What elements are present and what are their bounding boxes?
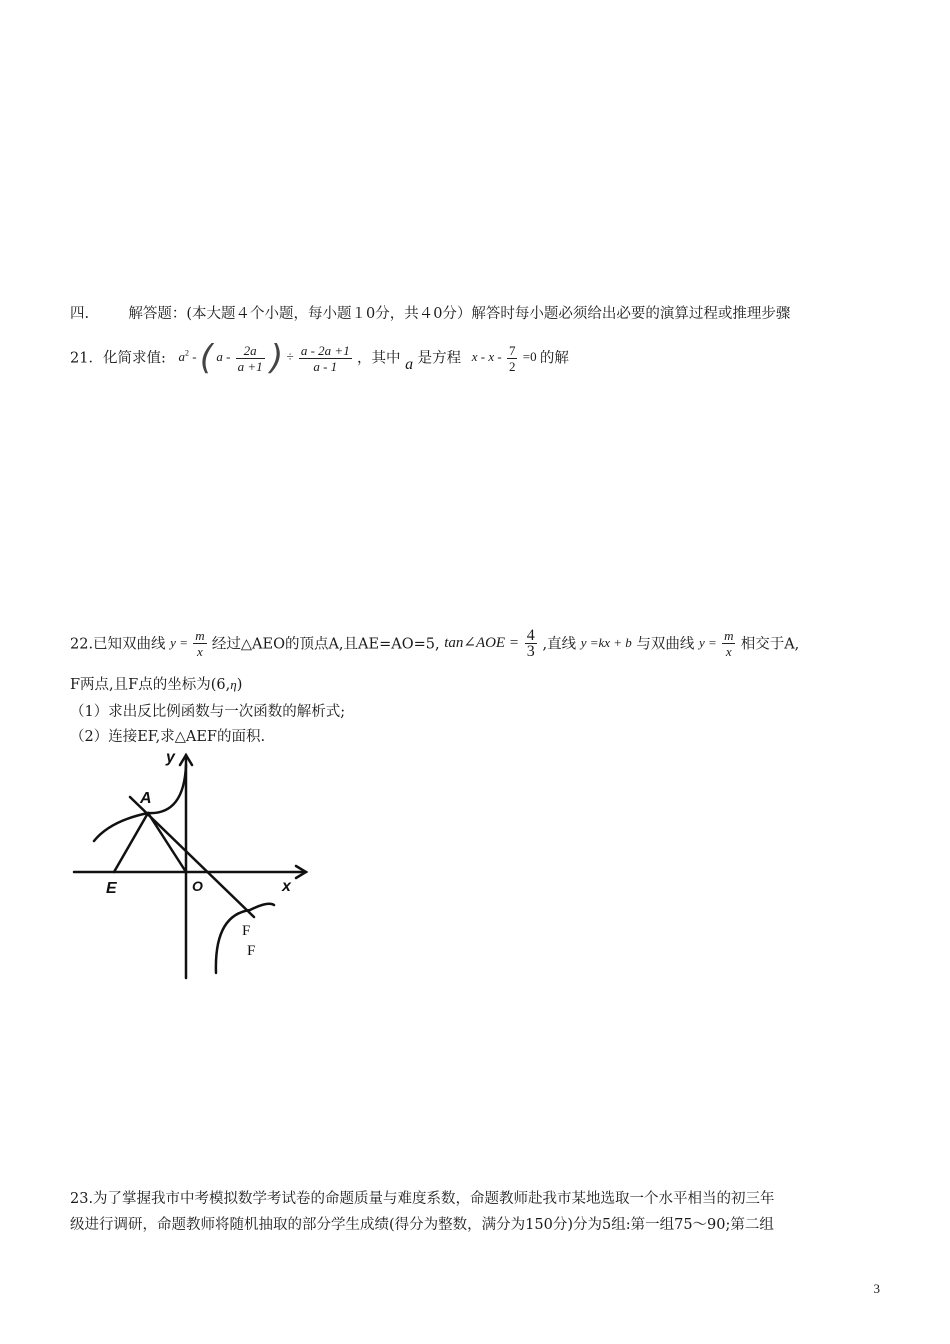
page-number: 3 [873, 1281, 880, 1296]
fraction-4-over-3: $\frac{4}{3}$ [526, 627, 535, 660]
expr-minus: - [192, 348, 197, 364]
question-21 [70, 338, 569, 378]
q21-label: 21．化简求值: [70, 350, 166, 367]
question-22-line1 [70, 628, 799, 659]
label-A: A [140, 790, 152, 807]
hyperbola-eq: y = $\frac{m}{x}$ [170, 628, 205, 660]
label-F-2: F [247, 943, 256, 959]
label-E: E [106, 880, 117, 897]
fraction-m-over-x-2: $\frac{m}{x}$ [724, 628, 734, 660]
section-heading [70, 302, 790, 323]
line-eq: y =kx + b [580, 634, 632, 650]
tan-eq: tan∠AOE = $\frac{4}{3}$ [444, 627, 535, 660]
label-F-1: F [242, 923, 251, 939]
q22-line2-text: F两点,且F点的坐标为(6, [70, 677, 231, 693]
q22-text-1: 22.已知双曲线 [70, 636, 166, 653]
q22-line2-end: ) [236, 677, 243, 693]
label-y: y [166, 749, 175, 766]
fraction-7-over-2: $\frac{7}{2}$ [508, 342, 516, 374]
fraction-quadratic: $\frac{a - 2a +1}{a - 1}$ [300, 342, 350, 374]
q21-mid-text: ，其中 [356, 350, 401, 367]
question-23-line1: 23.为了掌握我市中考模拟数学考试卷的命题质量与难度系数，命题教师赴我市某地选取一个水平相当的初三年 [70, 1191, 775, 1207]
q22-subquestion-2: （2）连接EF,求△AEF的面积. [70, 729, 266, 745]
fraction-2a-over-a-plus-1: $\frac{2a}{a +1}$ [237, 342, 263, 374]
question-22-line2 [70, 673, 242, 694]
q22-text-3: ,直线 [542, 636, 577, 653]
label-O: O [192, 878, 203, 894]
hyperbola-eq-2: y = $\frac{m}{x}$ [699, 628, 734, 660]
line-AF [130, 797, 254, 917]
q21-mid-text2: 是方程 [417, 350, 462, 367]
q22-text-4: 与双曲线 [636, 636, 695, 653]
section-number: 四. [70, 306, 90, 322]
q22-text-2: 经过△AEO的顶点A,且AE=AO=5, [211, 636, 440, 653]
expr-divide: ÷ [286, 348, 294, 364]
q22-text-5: 相交于A, [740, 636, 800, 653]
coordinate-graph [70, 745, 320, 985]
expr-inner-a: a - [216, 348, 231, 364]
fraction-m-over-x: $\frac{m}{x}$ [195, 628, 205, 660]
q21-equation: x - x - $\frac{7}{2}$ =0 [471, 342, 537, 374]
q21-end-text: 的解 [539, 350, 569, 367]
q22-subquestion-1: （1）求出反比例函数与一次函数的解析式; [70, 704, 346, 720]
q21-var-a: a [405, 355, 414, 373]
segment-AO [148, 813, 186, 872]
section-text: 解答题：(本大题４个小题，每小题１0分，共４0分）解答时每小题必须给出必要的演算过程或推理步骤 [128, 306, 791, 322]
question-23-line2: 级进行调研，命题教师将随机抽取的部分学生成绩(得分为整数，满分为150分)分为5组:第一组75～90;第二组 [70, 1217, 774, 1233]
label-x: x [282, 878, 291, 895]
expr-a: a [178, 348, 185, 364]
q21-expression: $a^2$ - ( a - $\frac{2a}{a +1}$ ) ÷ $\frac{a - 2a +1}{a - 1}$ [178, 338, 350, 378]
q22-eta: η [230, 677, 237, 692]
